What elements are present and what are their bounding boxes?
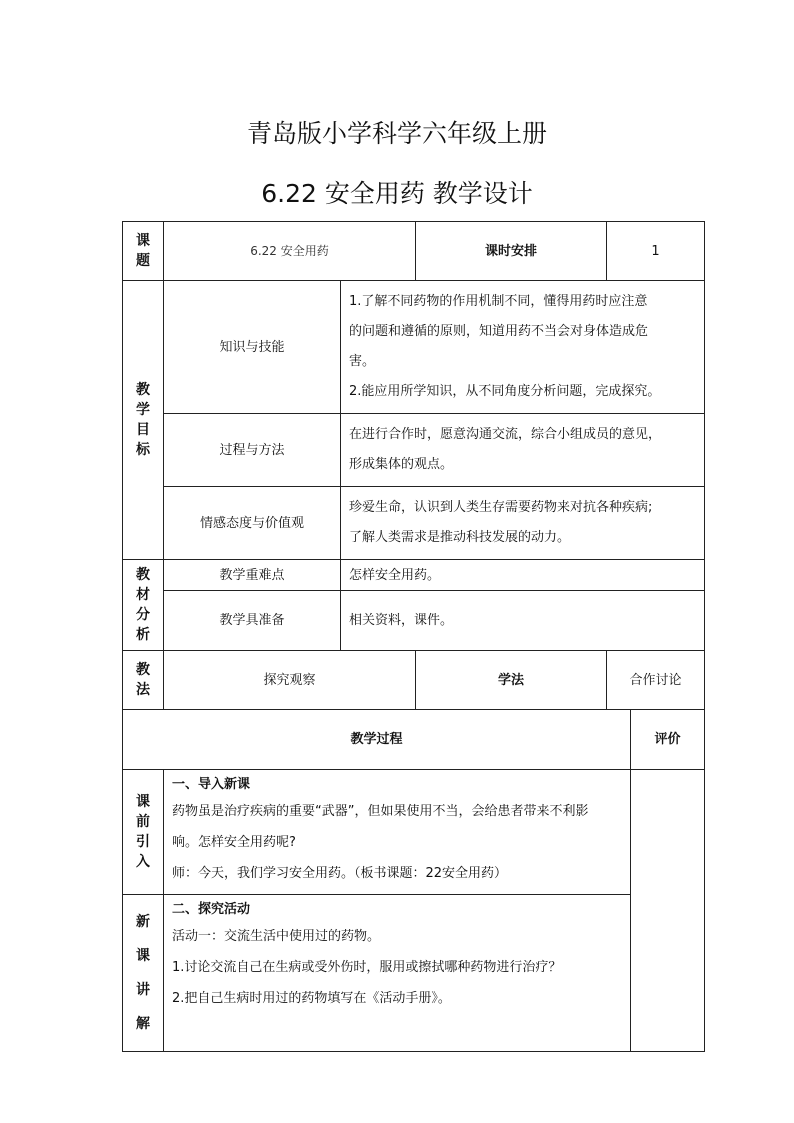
learning-method: 合作讨论 — [607, 651, 705, 710]
material-row-focus — [123, 560, 705, 591]
material-name-focus: 教学重难点 — [164, 560, 341, 591]
goals-label: 教 学 目 标 — [123, 281, 164, 560]
goal-row-attitude — [123, 487, 705, 560]
teaching-method: 探究观察 — [164, 651, 416, 710]
evaluation-label: 评价 — [631, 710, 705, 770]
schedule-value: 1 — [607, 222, 705, 281]
new-lesson-content: 二、探究活动 活动一：交流生活中使用过的药物。 1.讨论交流自己在生病或受外伤时，服用或擦拭哪种药物进行治疗？ 2.把自己生病时用过的药物填写在《活动手册》。 — [164, 895, 631, 1052]
document-title: 青岛版小学科学六年级上册 — [246, 119, 547, 148]
goal-text-process: 在进行合作时，愿意沟通交流，综合小组成员的意见， 形成集体的观点。 — [341, 414, 705, 487]
material-row-tools — [123, 591, 705, 651]
lesson-name: 6.22 安全用药 — [164, 222, 416, 281]
goal-name-attitude: 情感态度与价值观 — [164, 487, 341, 560]
process-header-row — [123, 710, 705, 770]
lesson-label: 课 题 — [123, 222, 164, 281]
method-row — [123, 651, 705, 710]
method-label: 教 法 — [123, 651, 164, 710]
evaluation-cell — [631, 770, 705, 1052]
process-title: 教学过程 — [123, 710, 631, 770]
intro-label: 课 前 引 入 — [123, 770, 164, 895]
goal-text-knowledge: 1.了解不同药物的作用机制不同，懂得用药时应注意 的问题和遵循的原则，知道用药不当会对身体造成危 害。 2.能应用所学知识，从不同角度分析问题，完成探究。 — [341, 281, 705, 414]
new-lesson-row — [123, 895, 705, 1052]
new-lesson-label: 新 课 讲 解 — [123, 895, 164, 1052]
lesson-plan-table — [122, 221, 705, 1052]
schedule-label: 课时安排 — [416, 222, 607, 281]
material-name-tools: 教学具准备 — [164, 591, 341, 651]
goal-text-attitude: 珍爱生命，认识到人类生存需要药物来对抗各种疾病; 了解人类需求是推动科技发展的动力。 — [341, 487, 705, 560]
intro-content: 一、导入新课 药物虽是治疗疾病的重要“武器”，但如果使用不当，会给患者带来不利影 响。怎样安全用药呢? 师：今天，我们学习安全用药。（板书课题：22安全用药） — [164, 770, 631, 895]
intro-row — [123, 770, 705, 895]
learning-label: 学法 — [416, 651, 607, 710]
material-value-tools: 相关资料，课件。 — [341, 591, 705, 651]
lesson-row — [123, 222, 705, 281]
goal-name-process: 过程与方法 — [164, 414, 341, 487]
document-subtitle: 6.22 安全用药 教学设计 — [261, 179, 533, 208]
goal-row-process — [123, 414, 705, 487]
materials-label: 教 材 分 析 — [123, 560, 164, 651]
goal-row-knowledge — [123, 281, 705, 414]
goal-name-knowledge: 知识与技能 — [164, 281, 341, 414]
material-value-focus: 怎样安全用药。 — [341, 560, 705, 591]
